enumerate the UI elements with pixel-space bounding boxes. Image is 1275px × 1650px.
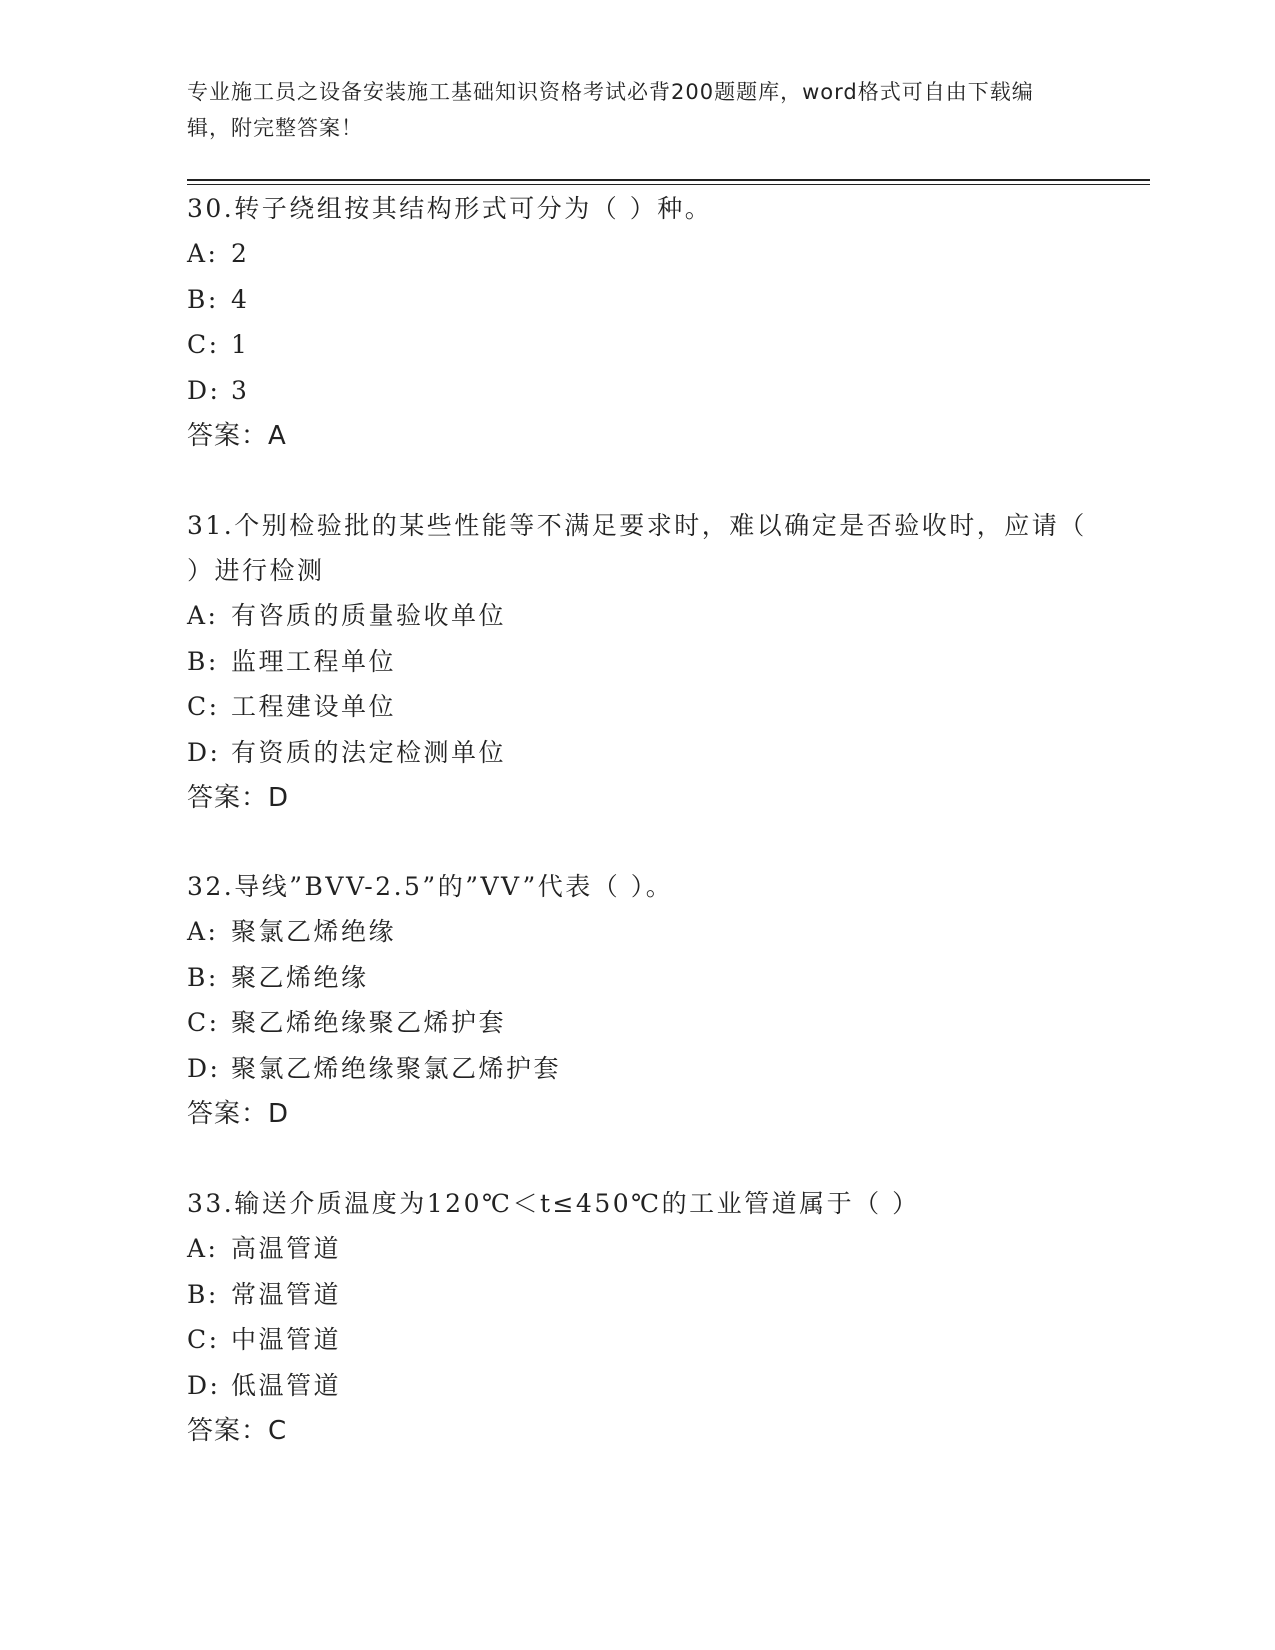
option-text: 工程建设单位 — [231, 692, 397, 721]
option-b — [187, 639, 1087, 685]
option-text: 1 — [231, 330, 250, 359]
option-letter: C: — [187, 692, 220, 721]
option-c — [187, 1000, 1087, 1046]
option-letter: A: — [187, 239, 219, 268]
option-a — [187, 231, 1087, 277]
option-b — [187, 277, 1087, 323]
question-stem: 30.转子绕组按其结构形式可分为（ ）种。 — [187, 194, 713, 223]
option-d — [187, 368, 1087, 414]
option-letter: A: — [187, 601, 219, 630]
option-list — [187, 231, 1087, 413]
option-list — [187, 1226, 1087, 1408]
header-divider-thick — [187, 179, 1150, 181]
option-a — [187, 909, 1087, 955]
option-b — [187, 1272, 1087, 1318]
option-a — [187, 593, 1087, 639]
option-text: 聚氯乙烯绝缘聚氯乙烯护套 — [231, 1053, 562, 1083]
question-33 — [187, 1181, 1087, 1454]
question-stem: 32.导线”BVV-2.5”的”VV”代表（ ）。 — [187, 872, 674, 901]
option-letter: D: — [187, 737, 221, 767]
answer-line: 答案：D — [187, 1099, 290, 1129]
option-d — [187, 1046, 1087, 1092]
option-letter: C: — [187, 1008, 220, 1037]
document-header: 专业施工员之设备安装施工基础知识资格考试必背200题题库，word格式可自由下载编辑，附完整答案！ — [187, 80, 1034, 140]
option-d — [187, 1363, 1087, 1409]
option-text: 监理工程单位 — [231, 646, 397, 676]
question-30 — [187, 186, 1087, 459]
option-letter: B: — [187, 962, 219, 992]
question-stem: 33.输送介质温度为120℃＜t≤450℃的工业管道属于（ ） — [187, 1189, 920, 1218]
question-32 — [187, 864, 1087, 1137]
option-b — [187, 955, 1087, 1001]
option-text: 4 — [231, 284, 250, 314]
option-c — [187, 1317, 1087, 1363]
option-letter: B: — [187, 1279, 219, 1309]
option-list — [187, 593, 1087, 775]
answer-line: 答案：C — [187, 1416, 288, 1446]
option-letter: C: — [187, 1325, 220, 1354]
option-letter: A: — [187, 917, 219, 946]
option-letter: D: — [187, 1370, 221, 1400]
option-letter: D: — [187, 1053, 221, 1083]
option-d — [187, 730, 1087, 776]
answer-line: 答案：D — [187, 783, 290, 813]
option-text: 高温管道 — [231, 1234, 342, 1263]
option-text: 聚乙烯绝缘聚乙烯护套 — [231, 1008, 507, 1037]
question-31 — [187, 503, 1087, 821]
option-letter: B: — [187, 646, 219, 676]
question-stem: 31.个别检验批的某些性能等不满足要求时，难以确定是否验收时，应请（ ）进行检测 — [187, 511, 1087, 585]
option-text: 3 — [231, 375, 250, 405]
option-c — [187, 322, 1087, 368]
option-letter: D: — [187, 375, 221, 405]
option-letter: C: — [187, 330, 220, 359]
option-text: 聚乙烯绝缘 — [231, 962, 369, 992]
option-text: 2 — [231, 239, 250, 268]
header-divider-thin — [187, 184, 1150, 185]
option-text: 有咨质的质量验收单位 — [231, 601, 507, 630]
option-text: 常温管道 — [231, 1279, 342, 1309]
option-letter: A: — [187, 1234, 219, 1263]
option-text: 低温管道 — [231, 1370, 342, 1400]
option-c — [187, 684, 1087, 730]
option-text: 中温管道 — [231, 1325, 342, 1354]
option-a — [187, 1226, 1087, 1272]
option-text: 聚氯乙烯绝缘 — [231, 917, 397, 946]
answer-line: 答案：A — [187, 421, 287, 451]
option-letter: B: — [187, 284, 219, 314]
option-text: 有资质的法定检测单位 — [231, 737, 507, 767]
option-list — [187, 909, 1087, 1091]
